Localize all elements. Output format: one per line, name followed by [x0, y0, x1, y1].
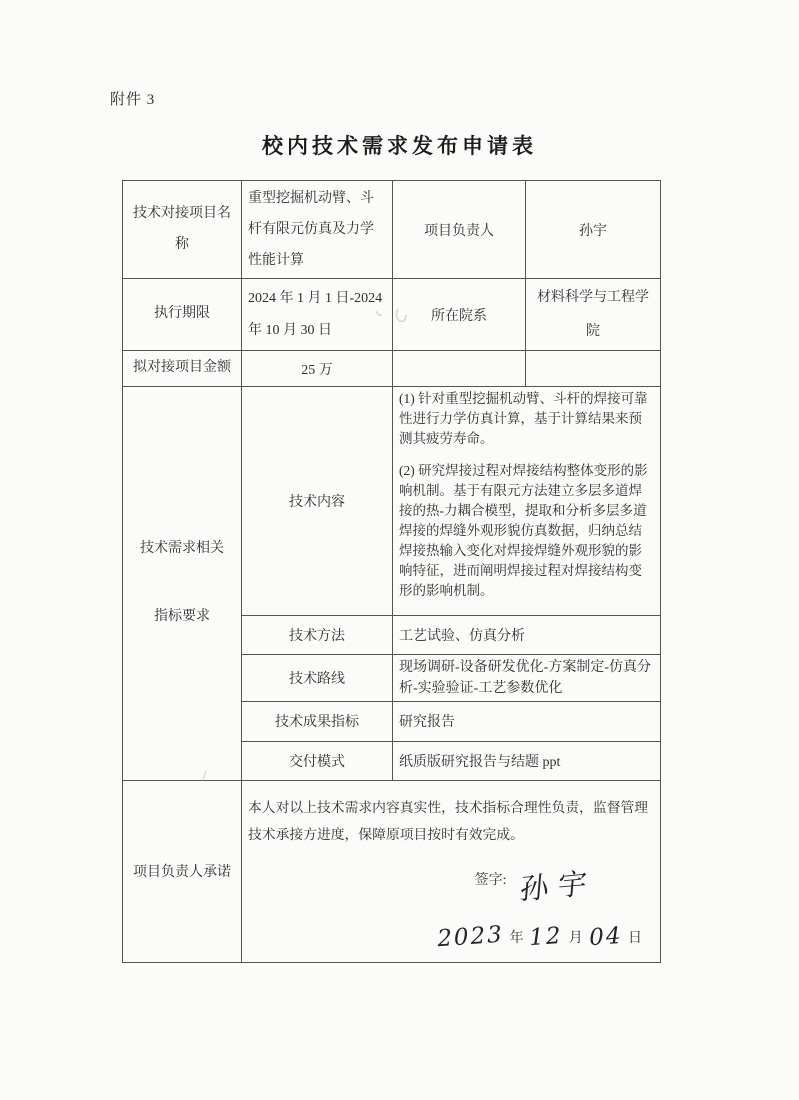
- application-form-table: [122, 180, 661, 963]
- field-value-tech-route: 现场调研-设备研发优化-方案制定-仿真分析-实验验证-工艺参数优化: [393, 654, 661, 701]
- field-value-tech-method: 工艺试验、仿真分析: [393, 615, 661, 654]
- row-project-name: [123, 181, 661, 279]
- requirements-label-line2: 指标要求: [154, 609, 210, 625]
- field-label-delivery-mode: 交付模式: [242, 741, 393, 780]
- field-value-commitment: [242, 780, 661, 962]
- signature-row: [248, 864, 654, 916]
- row-tech-content: [123, 386, 661, 615]
- date-day-unit: 日: [628, 931, 642, 947]
- date-month-handwriting: 12: [527, 923, 565, 952]
- date-month-unit: 月: [568, 931, 583, 947]
- field-label-project-amount: 拟对接项目金额: [123, 351, 242, 387]
- field-value-project-leader: 孙宇: [526, 181, 661, 279]
- date-year-handwriting: 2023: [435, 922, 506, 953]
- signature-handwriting: 孙宇: [518, 865, 598, 908]
- row-execution-period: [123, 279, 661, 351]
- requirements-label-line1: 技术需求相关: [140, 540, 224, 556]
- section-label-requirements: [123, 386, 242, 780]
- empty-cell: [526, 351, 661, 387]
- date-day-handwriting: 04: [586, 923, 624, 952]
- field-value-execution-period: 2024 年 1 月 1 日-2024 年 10 月 30 日: [242, 279, 393, 351]
- field-label-commitment: 项目负责人承诺: [123, 780, 242, 962]
- empty-cell: [393, 351, 526, 387]
- row-project-amount: [123, 351, 661, 387]
- signature-label: 签字:: [474, 873, 507, 889]
- attachment-label: 附件 3: [110, 92, 156, 108]
- field-label-execution-period: 执行期限: [123, 279, 242, 351]
- field-label-project-name: 技术对接项目名称: [123, 181, 242, 279]
- field-value-delivery-mode: 纸质版研究报告与结题 ppt: [393, 741, 661, 780]
- tech-content-paragraph-1: (1) 针对重型挖掘机动臂、斗杆的焊接可靠性进行力学仿真计算，基于计算结果来预测其疲劳寿命。: [399, 390, 648, 446]
- signature-date-row: [248, 922, 654, 953]
- field-value-tech-content: [393, 386, 661, 615]
- field-label-department: 所在院系: [393, 279, 526, 351]
- field-value-department: 材料科学与工程学院: [526, 279, 661, 351]
- form-title: 校内技术需求发布申请表: [262, 134, 537, 158]
- field-label-deliverable-metric: 技术成果指标: [242, 701, 393, 741]
- row-commitment: [123, 780, 661, 962]
- field-label-project-leader: 项目负责人: [393, 181, 526, 279]
- tech-content-paragraph-2: (2) 研究焊接过程对焊接结构整体变形的影响机制。基于有限元方法建立多层多道焊接的热-力耦合模型，提取和分析多层多道焊接的焊缝外观形貌仿真数据，归纳总结焊接热输入变化对焊接焊缝外观形貌的影响特征，进而阐明焊接过程对焊接结构变形的影响机制。: [399, 462, 648, 598]
- commitment-text: 本人对以上技术需求内容真实性，技术指标合理性负责，监督管理技术承接方进度，保障原项目按时有效完成。: [248, 800, 649, 843]
- field-label-tech-content: 技术内容: [242, 386, 393, 615]
- field-label-tech-route: 技术路线: [242, 654, 393, 701]
- field-value-project-amount: 25 万: [242, 351, 393, 387]
- date-year-unit: 年: [509, 931, 524, 947]
- field-value-deliverable-metric: 研究报告: [393, 701, 661, 741]
- field-label-tech-method: 技术方法: [242, 615, 393, 654]
- field-value-project-name: 重型挖掘机动臂、斗杆有限元仿真及力学性能计算: [242, 181, 393, 279]
